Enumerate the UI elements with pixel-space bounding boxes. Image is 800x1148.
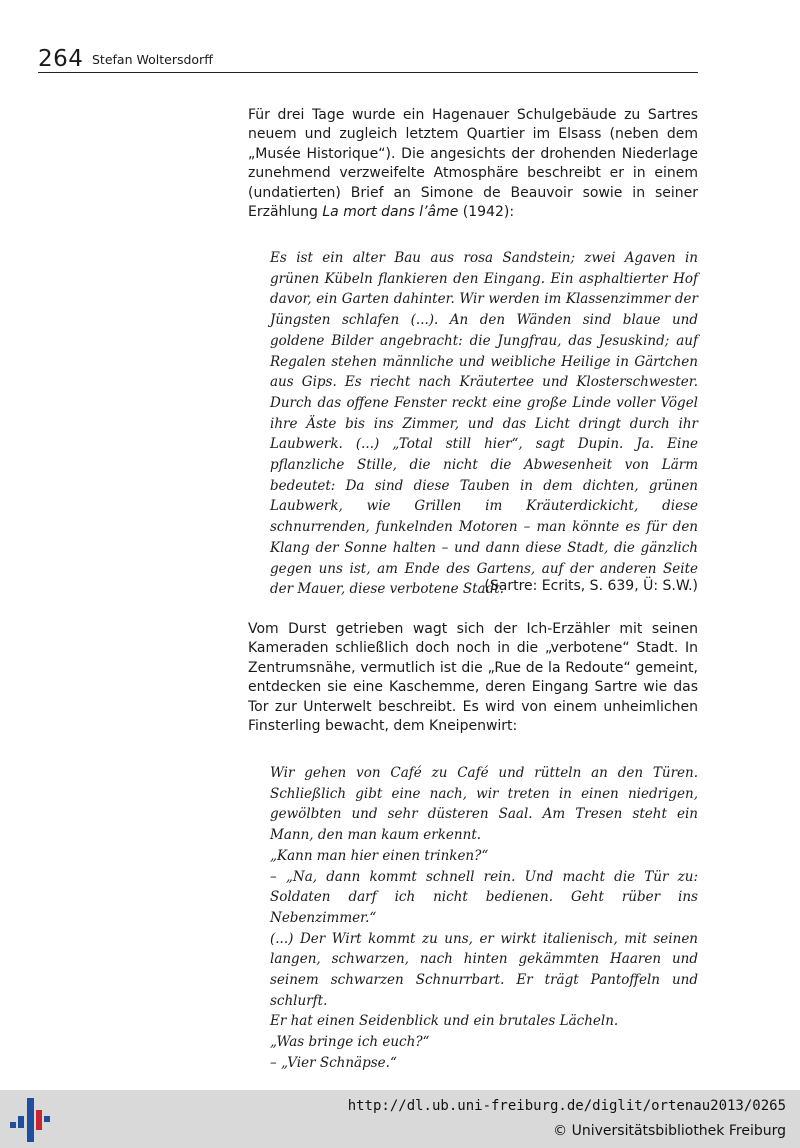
block-quote-2 [270, 763, 698, 1074]
paragraph-intro-text: Für drei Tage wurde ein Hagenauer Schulgebäude zu Sartres neuem und zugleich letztem Quartier im Elsass (neben dem „Musée Historique“). Die angesichts der drohenden Niederlage zunehmend verzweifelte Atmosphäre beschreibt er in einem (undatierten) Brief an Simone de Beauvoir sowie in seiner Erzählung [248, 107, 698, 221]
quote2-line: Er hat einen Seidenblick und ein brutales Lächeln. [270, 1013, 619, 1030]
ub-freiburg-logo-icon [10, 1098, 52, 1142]
running-header [38, 48, 698, 73]
permalink-url[interactable]: http://dl.ub.uni-freiburg.de/diglit/ortenau2013/0265 [347, 1098, 786, 1114]
quote2-line: „Was bringe ich euch?“ [270, 1034, 430, 1051]
quote2-line: (...) Der Wirt kommt zu uns, er wirkt italienisch, mit seinen langen, schwarzen, nach hinten gekämmten Haaren und seinem schwarzen Schnurrbart. Er trägt Pantoffeln und schlurft. [270, 930, 698, 1009]
running-author: Stefan Woltersdorff [92, 52, 213, 67]
page-number: 264 [38, 46, 84, 72]
block-quote-1 [270, 248, 698, 600]
quote-citation: (Sartre: Ecrits, S. 639, Ü: S.W.) [484, 578, 698, 594]
work-title: La mort dans l’âme [322, 204, 459, 221]
digitization-footer [0, 1090, 800, 1148]
paragraph-intro-year: (1942): [458, 204, 515, 221]
block-quote-1-text: Es ist ein alter Bau aus rosa Sandstein; zwei Agaven in grünen Kübeln flankieren den Eingang. Ein asphaltierter Hof davor, ein Garten dahinter. Wir werden im Klassenzimmer der Jüngsten schlafen (...). An den Wänden sind blaue und goldene Bilder angebracht: die Jungfrau, das Jesuskind; auf Regalen stehen männliche und weibliche Heilige in Gärtchen aus Gips. Es riecht nach Kräutertee und Klosterschwester. Durch das offene Fenster reckt eine große Linde voller Vögel ihre Äste bis ins Zimmer, und das Licht dringt durch ihr Laubwerk. (...) „Total still hier“, sagt Dupin. Ja. Eine pflanzliche Stille, die nicht die Abwesenheit von Lärm bedeutet: Da sind diese Tauben in dem dichten, grünen Laubwerk, wie Grillen im Kräuterdickicht, diese schnurrenden, funkelnden Motoren – man könnte es für den Klang der Sonne halten – und dann diese Stadt, die gänzlich gegen uns ist, am Ende des Gartens, auf der anderen Seite der Mauer, diese verbotene Stadt. [270, 250, 698, 598]
quote2-line: – „Vier Schnäpse.“ [270, 1054, 397, 1071]
paragraph-body: Vom Durst getrieben wagt sich der Ich-Erzähler mit seinen Kameraden schließlich doch noch in die „verbotene“ Stadt. In Zentrumsnähe, vermutlich ist die „Rue de la Redoute“ gemeint, entdecken sie eine Kaschemme, deren Eingang Sartre wie das Tor zur Unterwelt beschreibt. Es wird von einem unheimlichen Finsterling bewacht, dem Kneipenwirt: [248, 621, 698, 735]
copyright-notice: © Universitätsbibliothek Freiburg [553, 1123, 786, 1139]
paragraph-intro [248, 106, 698, 222]
quote2-line: „Kann man hier einen trinken?“ [270, 847, 489, 864]
quote2-line: Wir gehen von Café zu Café und rütteln an den Türen. Schließlich gibt eine nach, wir treten in einen niedrigen, gewölbten und sehr düsteren Saal. Am Tresen steht ein Mann, den man kaum erkennt. [270, 765, 698, 844]
quote2-line: – „Na, dann kommt schnell rein. Und macht die Tür zu: Soldaten darf ich nicht bedienen. Geht rüber ins Nebenzimmer.“ [270, 868, 698, 926]
